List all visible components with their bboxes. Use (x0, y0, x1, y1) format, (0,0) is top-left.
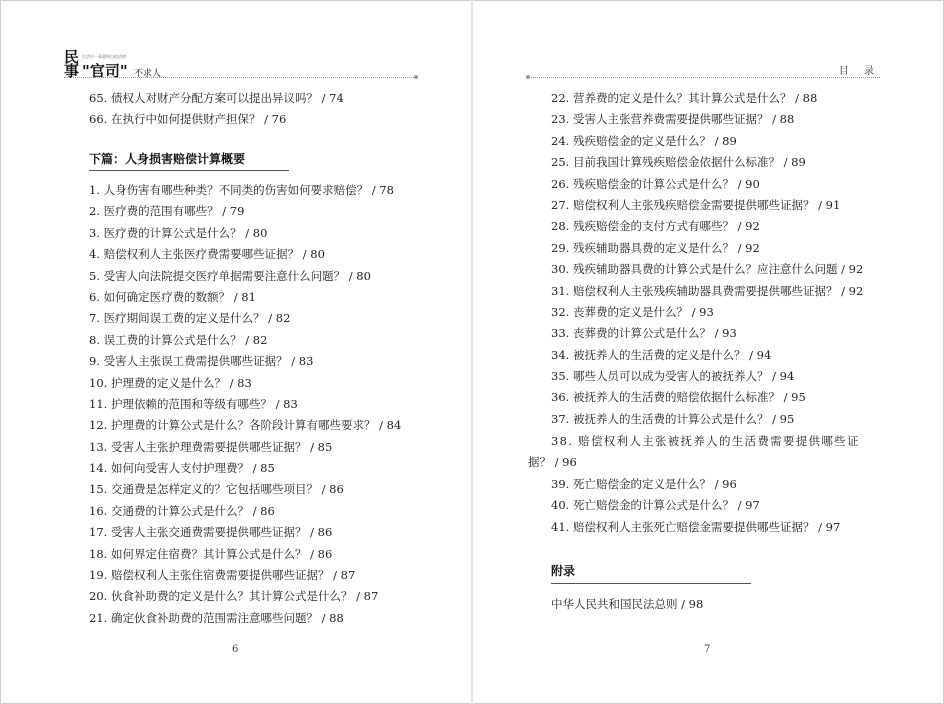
toc-entry[interactable]: 28. 残疾赔偿金的支付方式有哪些？ / 92 (551, 219, 760, 234)
toc-entry[interactable]: 10. 护理费的定义是什么？ / 83 (89, 375, 252, 390)
toc-entry[interactable]: 16. 交通费的计算公式是什么？ / 86 (89, 503, 275, 518)
toc-entry[interactable]: 11. 护理依赖的范围和等级有哪些？ / 83 (89, 396, 298, 411)
toc-entry[interactable]: 39. 死亡赔偿金的定义是什么？ / 96 (551, 477, 737, 491)
toc-entry[interactable]: 3. 医疗费的计算公式是什么？ / 80 (89, 225, 268, 240)
toc-entry[interactable]: 65. 债权人对财产分配方案可以提出异议吗？ / 74 (89, 91, 344, 105)
logo-sub-text: 不求人 (134, 69, 162, 79)
toc-entry[interactable]: 33. 丧葬费的计算公式是什么？ / 93 (551, 326, 737, 341)
toc-entry[interactable]: 13. 受害人主张护理费需要提供哪些证据？ / 85 (89, 439, 333, 454)
logo-main-text: "官司" (82, 62, 128, 80)
logo-tagline: 生活中一看就明白的法律 (82, 54, 126, 59)
toc-entry[interactable]: 18. 如何界定住宿费？其计算公式是什么？ / 86 (89, 546, 333, 561)
toc-entry[interactable]: 29. 残疾辅助器具费的定义是什么？ / 92 (551, 240, 760, 255)
toc-entry[interactable]: 30. 残疾辅助器具费的计算公式是什么？应注意什么问题 / 92 (551, 262, 864, 277)
left-header-dot (414, 75, 418, 79)
toc-entry[interactable]: 2. 医疗费的范围有哪些？ / 79 (89, 204, 245, 219)
toc-entry[interactable]: 41. 赔偿权利人主张死亡赔偿金需要提供哪些证据？ / 97 (551, 519, 841, 534)
toc-entry[interactable]: 4. 赔偿权利人主张医疗费需要哪些证据？ / 80 (89, 247, 325, 262)
toc-entry[interactable]: 66. 在执行中如何提供财产担保？ / 76 (89, 112, 287, 127)
injury-toc-list (89, 180, 401, 629)
right-toc-list (551, 88, 881, 430)
toc-entry[interactable]: 12. 护理费的计算公式是什么？各阶段计算有哪些要求？ / 84 (89, 418, 402, 433)
page-fold (471, 0, 473, 704)
appendix-title: 附录 (551, 564, 576, 578)
continued-toc-list (89, 88, 344, 131)
toc-entry[interactable]: 17. 受害人主张交通费需要提供哪些证据？ / 86 (89, 525, 333, 540)
section-underline (89, 170, 289, 171)
toc-entry-wrapped[interactable] (528, 431, 881, 474)
toc-entry[interactable]: 19. 赔偿权利人主张住宿费需要提供哪些证据？ / 87 (89, 568, 356, 583)
toc-entry[interactable]: 25. 目前我国计算残疾赔偿金依据什么标准？ / 89 (551, 155, 806, 170)
wrapped-line-1: 38. 赔偿权利人主张被抚养人的生活费需要提供哪些证 (551, 434, 860, 448)
running-title: 目 录 (838, 66, 880, 77)
right-toc-list-tail (551, 474, 840, 538)
toc-entry[interactable]: 32. 丧葬费的定义是什么？ / 93 (551, 304, 714, 319)
section-title-part-3: 下篇：人身损害赔偿计算概要 (89, 152, 246, 166)
toc-entry[interactable]: 36. 被抚养人的生活费的赔偿依据什么标准？ / 95 (551, 390, 806, 405)
left-page-number: 6 (232, 644, 239, 655)
toc-entry[interactable]: 6. 如何确定医疗费的数额？ / 81 (89, 289, 256, 304)
toc-entry[interactable]: 22. 营养费的定义是什么？其计算公式是什么？ / 88 (551, 91, 818, 105)
toc-entry[interactable]: 37. 被抚养人的生活费的计算公式是什么？ / 95 (551, 411, 795, 426)
toc-entry[interactable]: 20. 伙食补助费的定义是什么？其计算公式是什么？ / 87 (89, 589, 379, 604)
toc-entry[interactable]: 26. 残疾赔偿金的计算公式是什么？ / 90 (551, 176, 760, 191)
right-page-number: 7 (704, 644, 711, 655)
right-header-rule (528, 77, 880, 78)
right-header-dot (526, 75, 530, 79)
toc-entry[interactable]: 23. 受害人主张营养费需要提供哪些证据？ / 88 (551, 112, 795, 127)
toc-entry[interactable]: 9. 受害人主张误工费需提供哪些证据？ / 83 (89, 354, 314, 369)
toc-entry[interactable]: 34. 被抚养人的生活费的定义是什么？ / 94 (551, 347, 772, 362)
appendix-entry[interactable]: 中华人民共和国民法总则 / 98 (551, 597, 704, 611)
toc-entry[interactable]: 5. 受害人向法院提交医疗单据需要注意什么问题？ / 80 (89, 268, 371, 283)
logo-big-text: 民事 (64, 48, 80, 80)
toc-entry[interactable]: 7. 医疗期间误工费的定义是什么？ / 82 (89, 311, 291, 326)
toc-entry[interactable]: 40. 死亡赔偿金的计算公式是什么？ / 97 (551, 498, 760, 513)
book-logo (64, 50, 184, 80)
toc-entry[interactable]: 35. 哪些人员可以成为受害人的被抚养人？ / 94 (551, 369, 795, 384)
toc-entry[interactable]: 14. 如何向受害人支付护理费？ / 85 (89, 461, 275, 476)
wrapped-line-2: 据？ / 96 (528, 455, 577, 470)
toc-entry[interactable]: 27. 赔偿权利人主张残疾赔偿金需要提供哪些证据？ / 91 (551, 197, 841, 212)
toc-entry[interactable]: 21. 确定伙食补助费的范围需注意哪些问题？ / 88 (89, 610, 344, 625)
appendix-underline (551, 583, 751, 584)
left-header-rule (64, 77, 416, 78)
toc-entry[interactable]: 31. 赔偿权利人主张残疾辅助器具费需要提供哪些证据？ / 92 (551, 283, 864, 298)
toc-entry[interactable]: 24. 残疾赔偿金的定义是什么？ / 89 (551, 133, 737, 148)
toc-entry[interactable]: 1. 人身伤害有哪些种类？不同类的伤害如何要求赔偿？ / 78 (89, 183, 394, 197)
toc-entry[interactable]: 15. 交通费是怎样定义的？它包括哪些项目？ / 86 (89, 482, 344, 497)
toc-entry[interactable]: 8. 误工费的计算公式是什么？ / 82 (89, 332, 268, 347)
